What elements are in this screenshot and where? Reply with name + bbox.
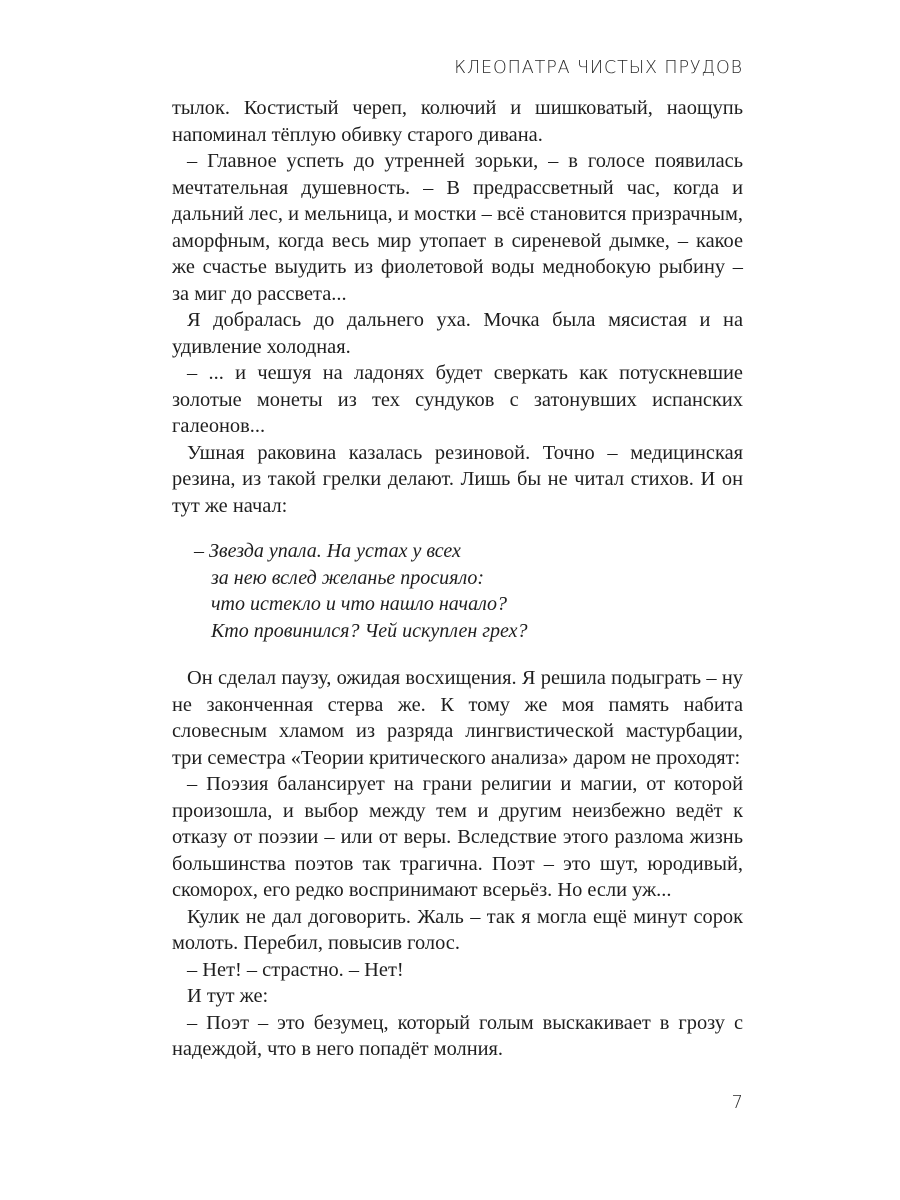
paragraph: – Главное успеть до утренней зорьки, – в голосе появилась мечтательная душевность. – В предрассветный час, когда и дальний лес, и мельница, и мостки – всё становится призрачным, аморфным, когда весь мир утопает в сиреневой дымке, – какое же счастье выудить из фиолетовой воды меднобокую рыбину – за миг до рассвета... bbox=[172, 150, 743, 305]
paragraph: – Поэзия балансирует на грани религии и магии, от которой произошла, и выбор между тем и другим неизбежно ведёт к отказу от поэзии – или от веры. Вследствие этого разлома жизнь большинства поэтов так трагична. Поэт – это шут, юродивый, скоморох, его редко воспринимают всерьёз. Но если уж... bbox=[172, 773, 743, 902]
poem-line: Кто провинился? Чей искуплен грех? bbox=[211, 619, 528, 642]
paragraph: – Нет! – страстно. – Нет! bbox=[187, 958, 404, 981]
poem-stanza bbox=[194, 538, 743, 644]
page-body bbox=[172, 95, 743, 1063]
paragraph: Я добралась до дальнего уха. Мочка была мясистая и на удивление холодная. bbox=[172, 309, 743, 358]
paragraph: И тут же: bbox=[187, 985, 269, 1008]
paragraph: – ... и чешуя на ладонях будет сверкать как потускневшие золотые монеты из тех сундуков с затонувших испанских галеонов... bbox=[172, 362, 743, 437]
paragraph: Ушная раковина казалась резиновой. Точно – медицинская резина, из такой грелки делают. Лишь бы не читал стихов. И он тут же начал: bbox=[172, 441, 743, 517]
paragraph: Он сделал паузу, ожидая восхищения. Я решила подыграть – ну не законченная стерва же. К тому же моя память набита словесным хламом из разряда лингвистической мастурбации, три семестра «Теории критического анализа» даром не проходят: bbox=[172, 667, 743, 769]
poem-line: – Звезда упала. На устах у всех bbox=[194, 540, 461, 562]
paragraph: тылок. Костистый череп, колючий и шишковатый, наощупь напоминал тёплую обивку старого дивана. bbox=[172, 97, 743, 146]
page-number: 7 bbox=[731, 1092, 743, 1113]
poem-line: что истекло и что нашло начало? bbox=[211, 593, 508, 616]
poem-line: за нею вслед желанье просияло: bbox=[211, 566, 485, 589]
running-title: КЛЕОПАТРА ЧИСТЫХ ПРУДОВ bbox=[454, 58, 743, 78]
paragraph: – Поэт – это безумец, который голым выскакивает в грозу с надеждой, что в него попадёт молния. bbox=[172, 1011, 743, 1061]
paragraph: Кулик не дал договорить. Жаль – так я могла ещё минут сорок молоть. Перебил, повысив голос. bbox=[172, 905, 743, 955]
